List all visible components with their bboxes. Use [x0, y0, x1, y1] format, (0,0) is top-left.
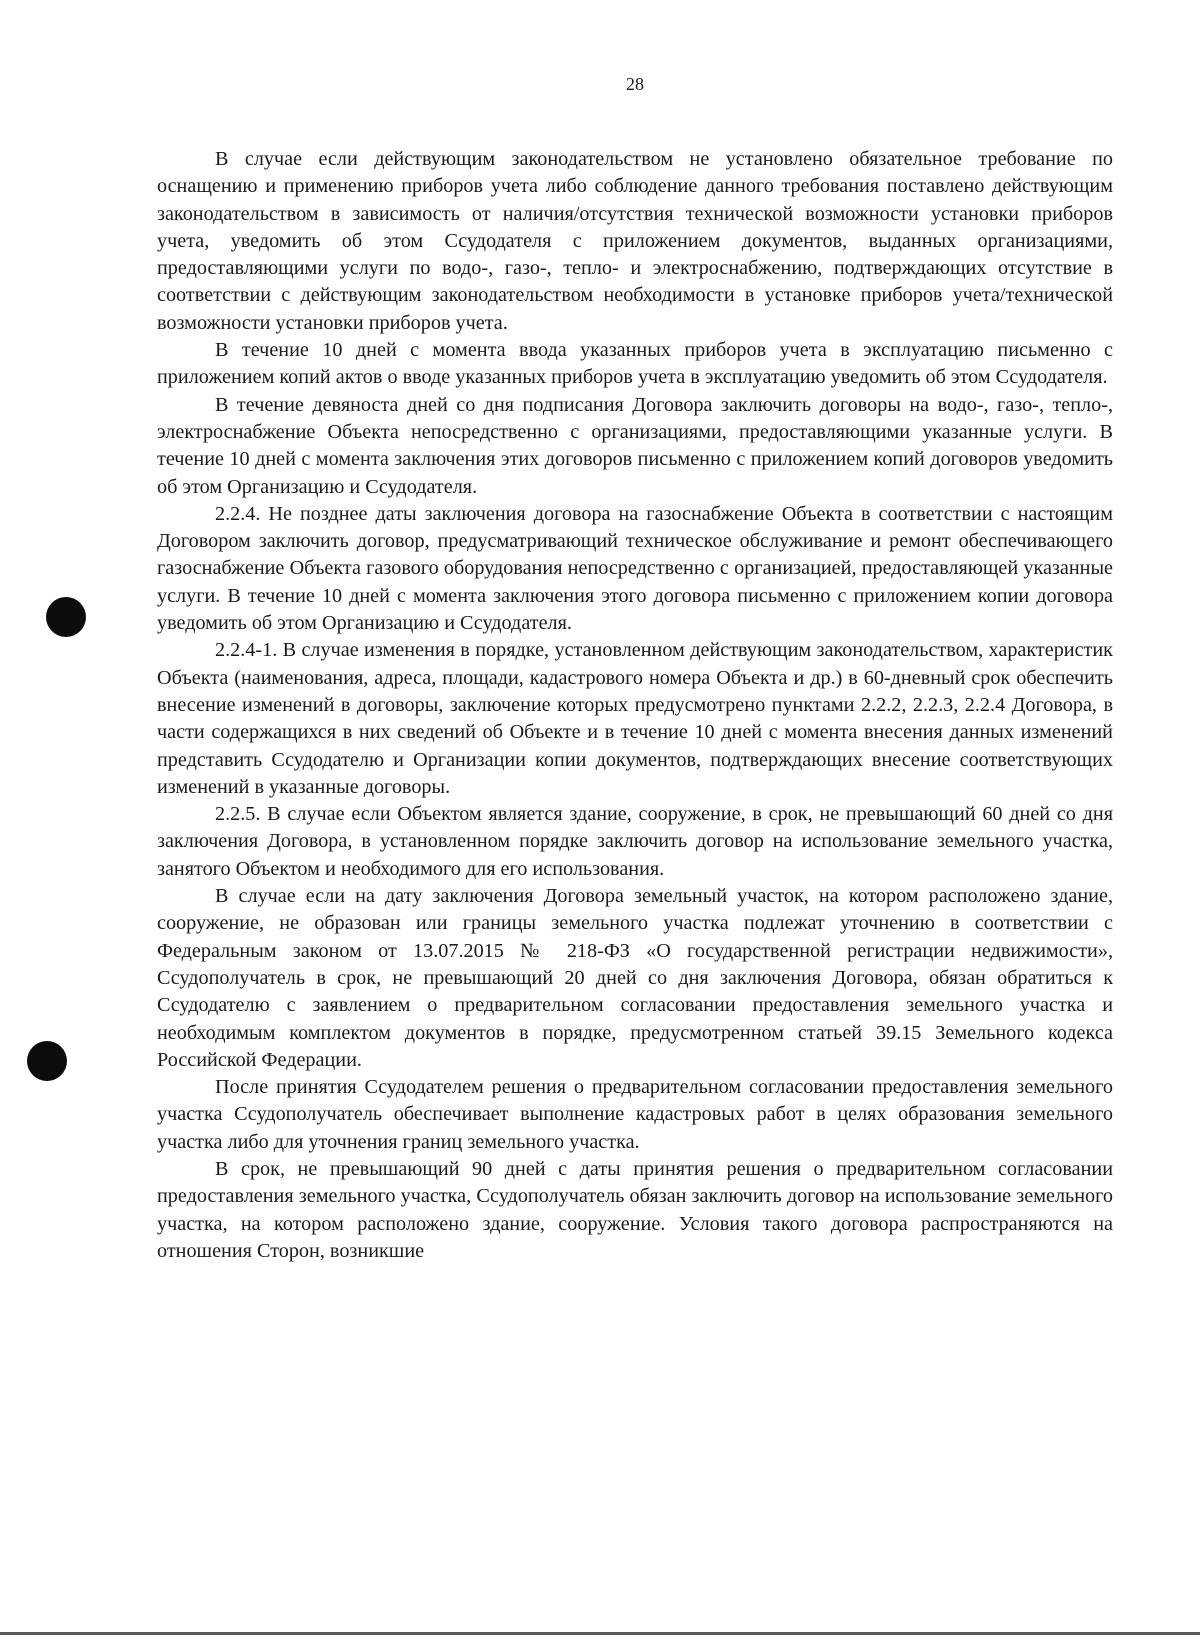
paragraph-land-use-contract: В срок, не превышающий 90 дней с даты принятия решения о предварительном согласовании предоставления земельного участка, Ссудополучатель обязан заключить договор на использование земельного участка, на котором расположено здание, сооружение. Условия такого договора распространяются на отношения Сторон, возникшие — [157, 1157, 1113, 1262]
document-body — [157, 146, 1113, 1265]
paragraph-clause-2-2-5: 2.2.5. В случае если Объектом является здание, сооружение, в срок, не превышающий 60 дней со дня заключения Договора, в установленном порядке заключить договор на использование земельного участка, занятого Объектом и необходимого для его использования. — [157, 803, 1113, 880]
punch-hole-mark — [46, 597, 86, 637]
paragraph-cadastral-works: После принятия Ссудодателем решения о предварительном согласовании предоставления земельного участка Ссудополучатель обеспечивает выполнение кадастровых работ в целях образования земельного участка либо для уточнения границ земельного участка. — [157, 1076, 1113, 1153]
paragraph-metering-exemption: В случае если действующим законодательством не установлено обязательное требование по оснащению и применению приборов учета либо соблюдение данного требования поставлено действующим законодательством в зависимость от наличия/отсутствия технической возможности установки приборов учета, уведомить об этом Ссудодателя с приложением документов, выданных организациями, предоставляющими услуги по водо-, газо-, тепло- и электроснабжению, подтверждающих отсутствие в соответствии с действующим законодательством необходимости в установке приборов учета/технической возможности установки приборов учета. — [157, 148, 1113, 334]
paragraph-clause-2-2-4-1: 2.2.4-1. В случае изменения в порядке, установленном действующим законодательством, характеристик Объекта (наименования, адреса, площади, кадастрового номера Объекта и др.) в 60-дневный срок обеспечить внесение изменений в договоры, заключение которых предусмотрено пунктами 2.2.2, 2.2.3, 2.2.4 Договора, в части содержащихся в них сведений об Объекте и в течение 10 дней с момента внесения данных изменений представить Ссудодателю и Организации копии документов, подтверждающих внесение соответствующих изменений в указанные договоры. — [157, 639, 1113, 798]
punch-hole-mark — [27, 1041, 67, 1081]
paragraph-clause-2-2-4: 2.2.4. Не позднее даты заключения договора на газоснабжение Объекта в соответствии с настоящим Договором заключить договор, предусматривающий техническое обслуживание и ремонт обеспечивающего газоснабжение Объекта газового оборудования непосредственно с организацией, предоставляющей указанные услуги. В течение 10 дней с момента заключения этого договора письменно с приложением копии договора уведомить об этом Организацию и Ссудодателя. — [157, 502, 1113, 635]
page-number: 28 — [626, 74, 644, 94]
paragraph-utility-contracts: В течение девяноста дней со дня подписания Договора заключить договоры на водо-, газо-, тепло-, электроснабжение Объекта непосредственно с организациями, предоставляющими указанные услуги. В течение 10 дней с момента заключения этих договоров письменно с приложением копий договоров уведомить об этом Организацию и Ссудодателя. — [157, 393, 1113, 498]
scan-bottom-edge — [0, 1632, 1200, 1635]
paragraph-land-plot-registration: В случае если на дату заключения Договора земельный участок, на котором расположено здание, сооружение, не образован или границы земельного участка подлежат уточнению в соответствии с Федеральным законом от 13.07.2015 № 218-ФЗ «О государственной регистрации недвижимости», Ссудополучатель в срок, не превышающий 20 дней со дня заключения Договора, обязан обратиться к Ссудодателю с заявлением о предварительном согласовании предоставления земельного участка и необходимым комплектом документов в порядке, предусмотренном статьей 39.15 Земельного кодекса Российской Федерации. — [157, 885, 1113, 1071]
paragraph-metering-notice: В течение 10 дней с момента ввода указанных приборов учета в эксплуатацию письменно с приложением копий актов о вводе указанных приборов учета в эксплуатацию уведомить об этом Ссудодателя. — [157, 339, 1113, 389]
